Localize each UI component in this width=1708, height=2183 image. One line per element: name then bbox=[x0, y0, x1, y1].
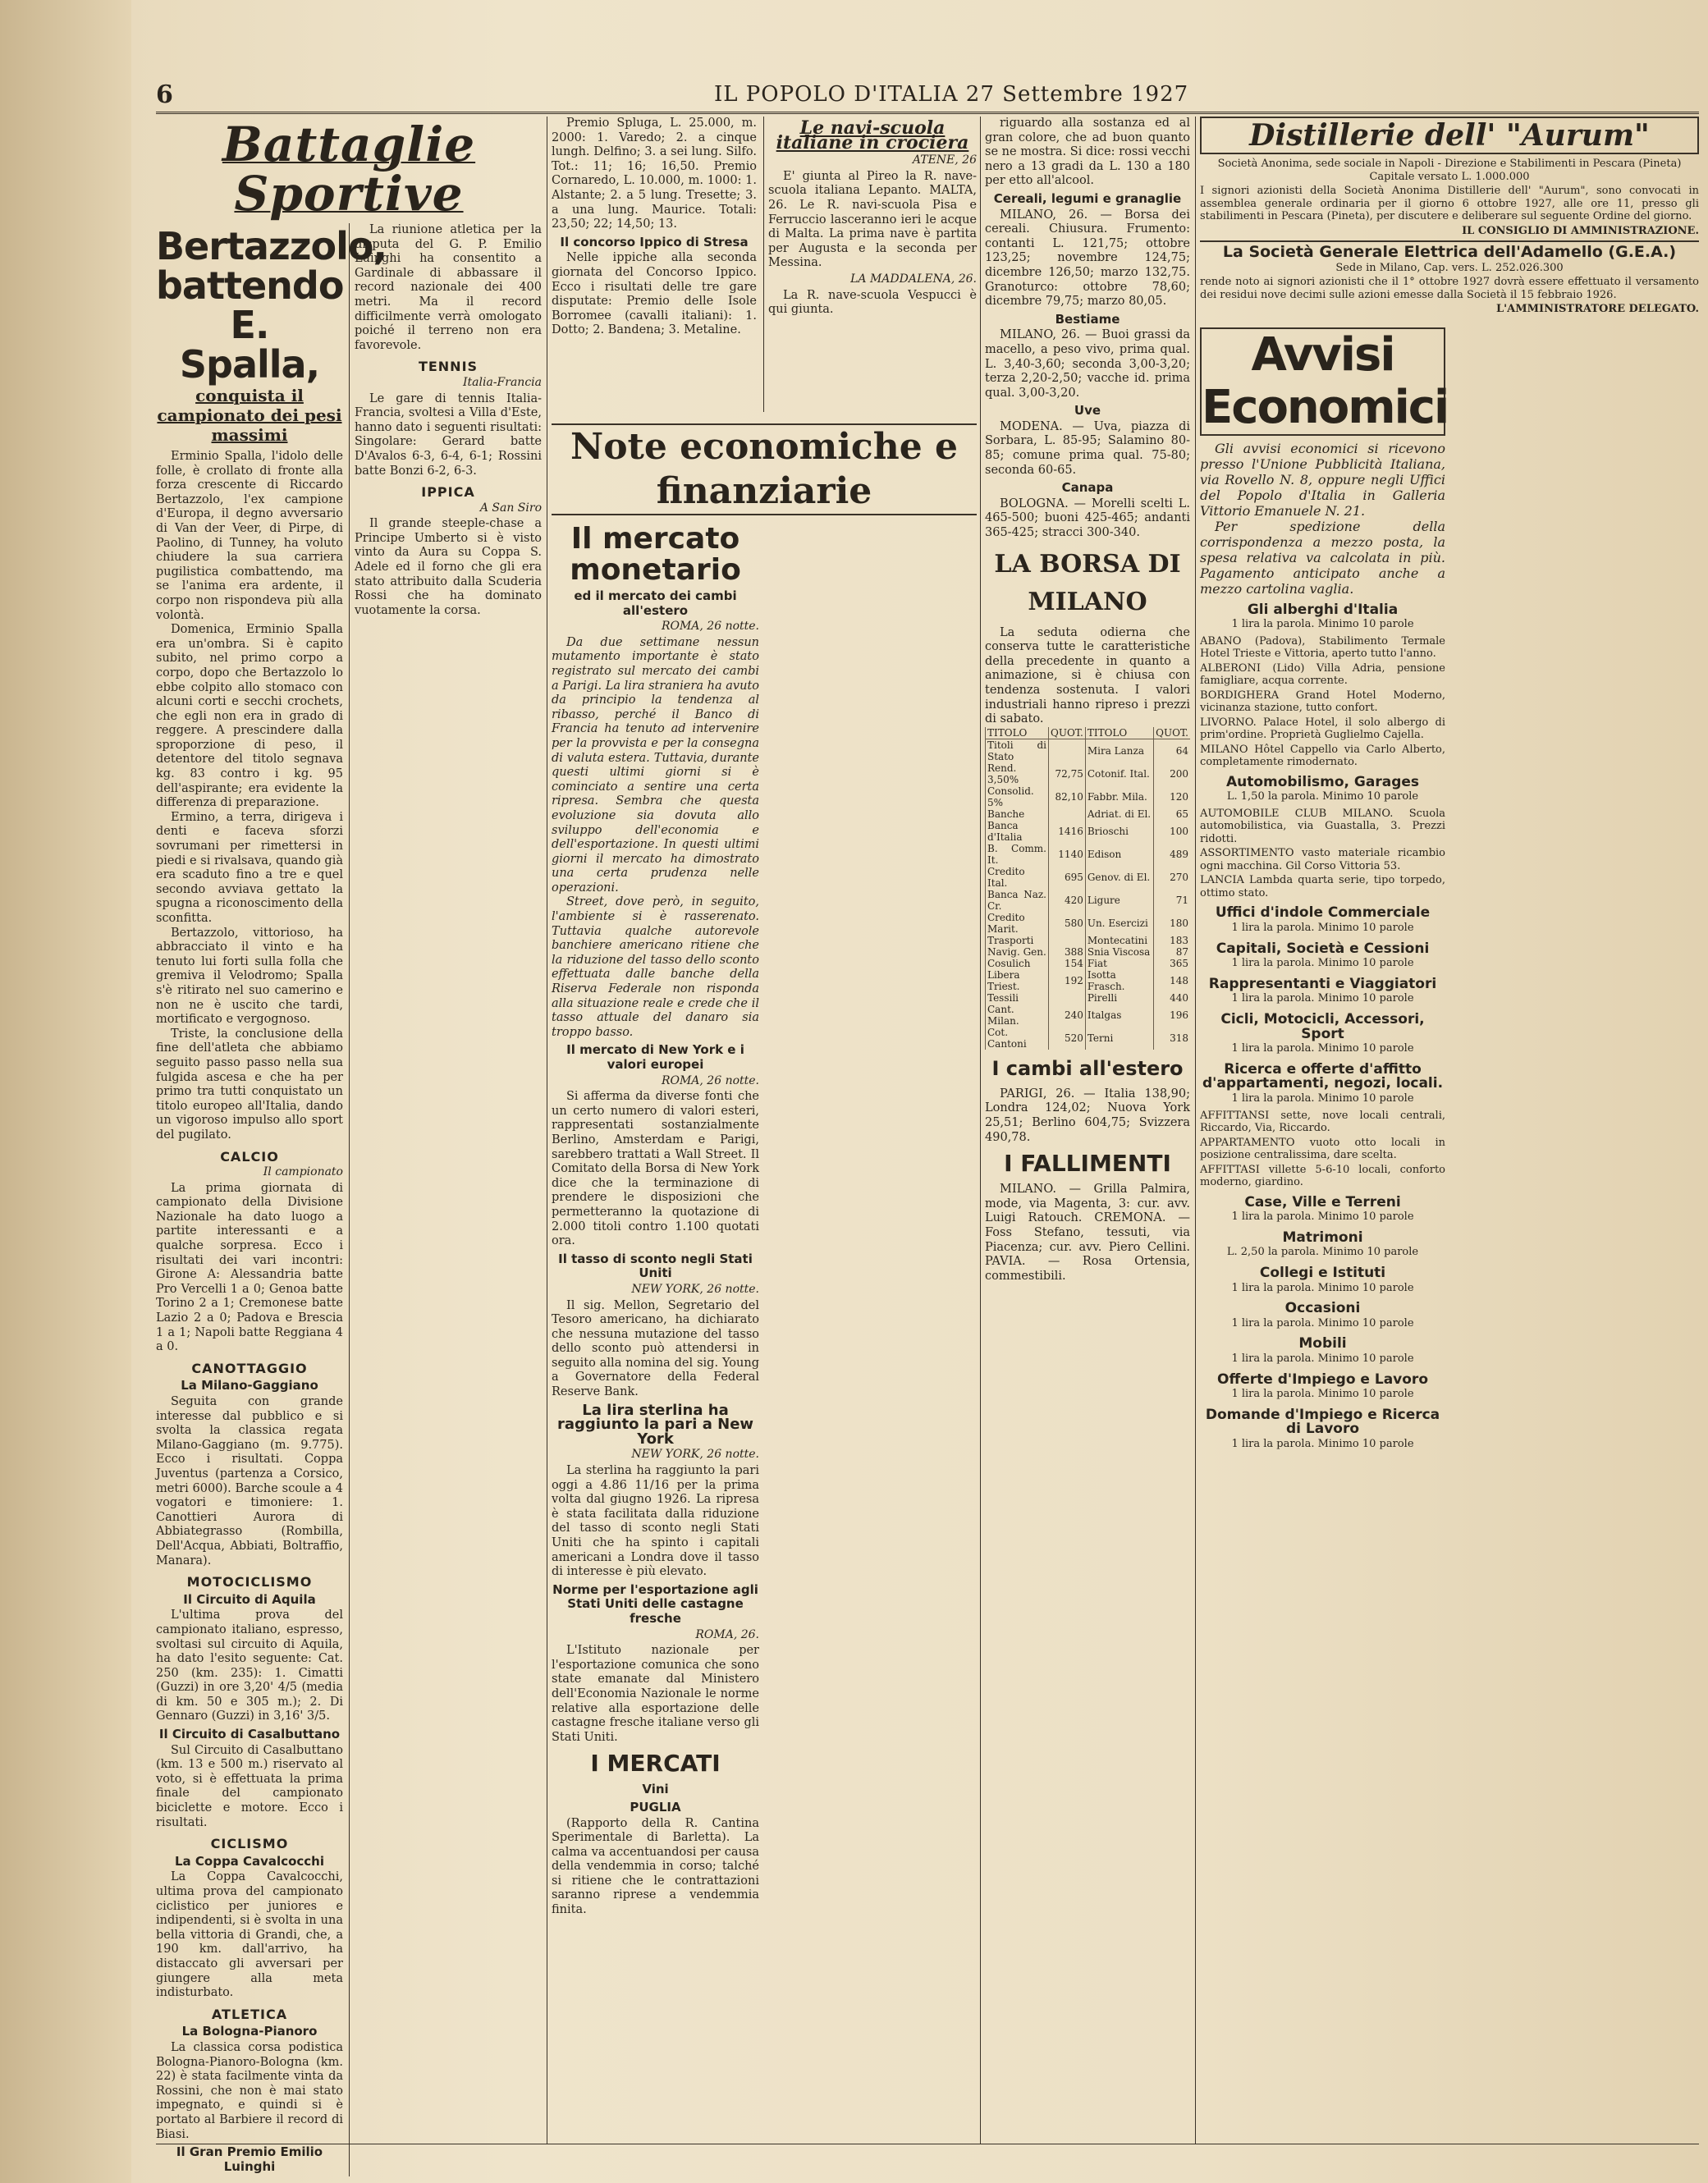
atletica-heading: ATLETICA bbox=[211, 2006, 288, 2022]
stresa-text: Nelle ippiche alla seconda giornata del Concorso Ippico. Ecco i risultati delle tre gare disputate: Premio delle Isole Borromee (cavalli italiani): 1. Dotto; 2. Bandena; 3. Metaline. bbox=[552, 251, 757, 337]
tennis-text: Le gare di tennis Italia-Francia, svoltesi a Villa d'Este, hanno dato i seguenti risultati: Singolare: Gerard batte D'Avalos 6-3, 6-4, 6-1; Rossini batte Bonzi 6-2, 6-3. bbox=[355, 391, 542, 478]
table-row bbox=[986, 935, 1191, 946]
navi-text: E' giunta al Pireo la R. nave-scuola italiana Lepanto. MALTA, 26. Le R. navi-scuola Pisa e Ferruccio lasceranno ieri le acque di Malta. La prima nave è partita per Augusta e la seconda per Messina. bbox=[768, 169, 977, 270]
table-cell: 200 bbox=[1154, 762, 1190, 785]
table-row bbox=[986, 785, 1191, 808]
calcio-heading: CALCIO bbox=[220, 1148, 279, 1165]
fallimenti-headline: I FALLIMENTI bbox=[1004, 1150, 1171, 1178]
markets-text: riguardo alla sostanza ed al gran colore, che ad buon quanto se ne mostra. Si dice: rossi vecchi nero a 13 gradi da L. 130 a 180 per etto all'alcool. bbox=[985, 117, 1190, 188]
classified-ad: LIVORNO. Palace Hotel, il solo albergo di prim'ordine. Proprietà Guglielmo Cajella. bbox=[1200, 716, 1445, 742]
casalbuttano-subheading: Il Circuito di Casalbuttano bbox=[158, 1727, 341, 1742]
sport-columns bbox=[156, 223, 542, 2176]
motociclismo-heading: MOTOCICLISMO bbox=[186, 1574, 313, 1590]
classified-ad: ABANO (Padova), Stabilimento Termale Hotel Trieste e Vittoria, aperto tutto l'anno. bbox=[1200, 634, 1445, 661]
ciclismo-text: La Coppa Cavalcocchi, ultima prova del campionato ciclistico per juniores e indipendenti, si è svolta in una bella vittoria di Grandi, che, a 190 km. dall'arrivo, ha distaccato gli avversari per giungere alla meta indisturbato. bbox=[156, 1870, 343, 2000]
table-cell: Mira Lanza bbox=[1085, 739, 1153, 762]
castagne-dateline: ROMA, 26. bbox=[695, 1627, 759, 1641]
tennis-heading: TENNIS bbox=[418, 359, 479, 375]
cicli-heading: Cicli, Motocicli, Accessori, Sport bbox=[1220, 1011, 1425, 1042]
column-rule bbox=[1195, 117, 1196, 2144]
table-cell: 270 bbox=[1154, 866, 1190, 889]
distillerie-subtitle: Società Anonima, sede sociale in Napoli - Direzione e Stabilimenti in Pescara (Pineta) Capitale versato L. 1.000.000 bbox=[1217, 158, 1682, 183]
table-cell: Titoli di Stato bbox=[986, 739, 1049, 762]
newyork-headline: Il mercato di New York e i valori europei bbox=[566, 1042, 744, 1072]
table-cell: 440 bbox=[1154, 992, 1190, 1004]
newyork-text: Si afferma da diverse fonti che un certo numero di valori esteri, rappresentati sostanzialmente Berlino, Amsterdam e Parigi, sarebbero trattati a Wall Street. Il Comitato della Borsa di New York dice che la terminazione di prendere le disposizioni che permetteranno la quotazione di 2.000 titoli contro 1.100 quotati ora. bbox=[552, 1090, 759, 1248]
table-cell: Pirelli bbox=[1085, 992, 1153, 1004]
mercato-text: Street, dove però, in seguito, l'ambiente si è rasserenato. Tuttavia qualche autorevole banchiere americano ritiene che la riduzione del tasso dello sconto effettuata dalle banche della Riserva Federale non risponda alla situazione reale e crede che il tasso attuale del danaro sia troppo basso. bbox=[552, 895, 759, 1039]
castagne-text: L'Istituto nazionale per l'esportazione comunica che sono state emanate dal Ministero dell'Economia Nazionale le norme relative alla esportazione delle castagne fresche italiane verso gli Stati Uniti. bbox=[552, 1644, 759, 1744]
table-cell: 318 bbox=[1154, 1027, 1190, 1050]
navi-dateline: ATENE, 26 bbox=[912, 153, 977, 167]
table-cell: Terni bbox=[1085, 1027, 1153, 1050]
table-cell: Un. Esercizi bbox=[1085, 912, 1153, 935]
classified-ad: MILANO Hôtel Cappello via Carlo Alberto, completamente rimodernato. bbox=[1200, 743, 1445, 769]
uve-text: MODENA. — Uva, piazza di Sorbara, L. 85-95; Salamino 80-85; comune prima qual. 75-80; seconda 60-65. bbox=[985, 419, 1190, 477]
table-cell: 520 bbox=[1049, 1027, 1086, 1050]
table-cell: 192 bbox=[1049, 969, 1086, 992]
rappresentanti-heading: Rappresentanti e Viaggiatori bbox=[1208, 975, 1437, 992]
table-cell: Ligure bbox=[1085, 889, 1153, 912]
table-row bbox=[986, 912, 1191, 935]
uffici-heading: Uffici d'indole Commerciale bbox=[1215, 904, 1431, 922]
rappresentanti-rate: 1 lira la parola. Minimo 10 parole bbox=[1231, 992, 1414, 1005]
table-cell: 1416 bbox=[1049, 820, 1086, 843]
table-cell: Libera Triest. bbox=[986, 969, 1049, 992]
case-heading: Case, Ville e Terreni bbox=[1244, 1193, 1401, 1210]
auto-rate: L. 1,50 la parola. Minimo 10 parole bbox=[1226, 790, 1419, 803]
table-cell: Banca d'Italia bbox=[986, 820, 1049, 843]
canottaggio-subheading: La Milano-Gaggiano bbox=[181, 1378, 318, 1394]
castagne-headline: Norme per l'esportazione agli Stati Uniti delle castagne fresche bbox=[552, 1581, 758, 1626]
table-cell: Navig. Gen. bbox=[986, 946, 1049, 958]
uffici-rate: 1 lira la parola. Minimo 10 parole bbox=[1231, 922, 1414, 935]
domande-heading: Domande d'Impiego e Ricerca di Lavoro bbox=[1205, 1406, 1440, 1438]
mercati-subhead: Vini bbox=[642, 1782, 669, 1797]
table-row bbox=[986, 820, 1191, 843]
table-cell: 87 bbox=[1154, 946, 1190, 958]
table-cell: 240 bbox=[1049, 1004, 1086, 1027]
stresa-subheading: Il concorso Ippico di Stresa bbox=[560, 234, 749, 249]
table-cell: Isotta Frasch. bbox=[1085, 969, 1153, 992]
classified-ad: BORDIGHERA Grand Hotel Moderno, vicinanza stazione, tutto confort. bbox=[1200, 689, 1445, 715]
ciclismo-subheading: La Coppa Cavalcocchi bbox=[174, 1853, 324, 1869]
table-cell: 365 bbox=[1154, 958, 1190, 969]
mercati-text: (Rapporto della R. Cantina Sperimentale di Barletta). La calma va accentuandosi per causa della vendemmia in corso; talché si ritiene che le contrattazioni saranno riprese a vendemmia finita. bbox=[552, 1816, 759, 1917]
table-cell: 1140 bbox=[1049, 843, 1086, 866]
newyork-dateline: ROMA, 26 notte. bbox=[661, 1073, 759, 1087]
atletica-text: La classica corsa podistica Bologna-Pianoro-Bologna (km. 22) è stata facilmente vinta da Rossini, che non è mai stato impegnato, e quindi si è portato al Barbiere il record di Biasi. bbox=[156, 2040, 343, 2141]
table-cell: 196 bbox=[1154, 1004, 1190, 1027]
table-cell: 100 bbox=[1154, 820, 1190, 843]
table-cell: Tessili bbox=[986, 992, 1049, 1004]
ricerca-heading: Ricerca e offerte d'affitto d'appartamenti, negozi, locali. bbox=[1202, 1060, 1444, 1092]
bestiame-text: MILANO, 26. — Buoi grassi da macello, a peso vivo, prima qual. L. 3,40-3,60; seconda 3,00-3,20; terza 2,20-2,50; vacche id. prima qual. 3,00-3,20. bbox=[985, 328, 1190, 400]
classified-ad: ALBERONI (Lido) Villa Adria, pensione famigliare, acqua corrente. bbox=[1200, 661, 1445, 688]
table-cell: Fiat bbox=[1085, 958, 1153, 969]
tennis-subheading: Italia-Francia bbox=[463, 375, 542, 389]
table-cell: Credito Ital. bbox=[986, 866, 1049, 889]
avvisi-title: Avvisi Economici bbox=[1202, 327, 1449, 434]
classified-ad: AUTOMOBILE CLUB MILANO. Scuola automobilistica, via Guastalla, 3. Prezzi ridotti. bbox=[1200, 807, 1445, 845]
table-row bbox=[986, 866, 1191, 889]
cicli-rate: 1 lira la parola. Minimo 10 parole bbox=[1231, 1042, 1414, 1055]
atletica-subheading: La Bologna-Pianoro bbox=[181, 2024, 318, 2039]
table-cell bbox=[1049, 935, 1086, 946]
table-header-row bbox=[986, 727, 1191, 739]
sport-paragraph: Bertazzolo, vittorioso, ha abbracciato il vinto e ha tenuto lui forti sulla folla che gremiva il Velodromo; Spalla s'è ritirato nel suo camerino e non ne è uscito che tardi, mortificato e vergognoso. bbox=[156, 926, 343, 1027]
table-cell: 120 bbox=[1154, 785, 1190, 808]
sport-paragraph: Triste, la conclusione della fine dell'atleta che abbiamo seguito passo passo nella sua fulgida ascesa e che ha per primo tra tutti conquistato un titolo europeo all'Italia, dando un vigoroso impulso allo sport del pugilato. bbox=[156, 1027, 343, 1142]
ippica-results-column bbox=[552, 117, 757, 412]
table-cell: Fabbr. Mila. bbox=[1085, 785, 1153, 808]
avvisi-intro: Per spedizione della corrispondenza a mezzo posta, la spesa relativa va calcolata in più. Pagamento anticipato anche a mezzo cartolina vaglia. bbox=[1200, 518, 1445, 597]
adamello-title: La Società Generale Elettrica dell'Adamello (G.E.A.) bbox=[1200, 240, 1699, 260]
ippica-subheading: A San Siro bbox=[479, 501, 542, 515]
navi-headline: Le navi-scuola italiane in crociera bbox=[776, 117, 969, 153]
table-cell: Banche bbox=[986, 808, 1049, 820]
sport-paragraph: Ermino, a terra, dirigeva i denti e faceva sforzi sovrumani per rimettersi in piedi e si rivalsava, quando già era scaduto fino a tre e quel secondo avviava gettato la spugna a riconoscimento della sconfitta. bbox=[156, 810, 343, 925]
canapa-text: BOLOGNA. — Morelli scelti L. 465-500; buoni 425-465; andanti 365-425; stracci 300-340. bbox=[985, 497, 1190, 540]
mobili-heading: Mobili bbox=[1298, 1335, 1347, 1352]
table-cell: Trasporti bbox=[986, 935, 1049, 946]
sconto-headline: Il tasso di sconto negli Stati Uniti bbox=[558, 1251, 753, 1281]
markets-column bbox=[985, 117, 1190, 2144]
cereali-heading: Cereali, legumi e granaglie bbox=[993, 190, 1182, 206]
table-cell bbox=[1049, 808, 1086, 820]
avvisi-intro: Gli avvisi economici si ricevono presso l'Unione Pubblicità Italiana, via Rovello N. 8, oppure negli Uffici del Popolo d'Italia in Galleria Vittorio Emanuele N. 21. bbox=[1200, 440, 1445, 519]
table-cell: 580 bbox=[1049, 912, 1086, 935]
table-cell: 71 bbox=[1154, 889, 1190, 912]
distillerie-signature: IL CONSIGLIO DI AMMINISTRAZIONE. bbox=[1462, 224, 1699, 237]
collegi-heading: Collegi e Istituti bbox=[1259, 1264, 1386, 1281]
table-cell: 64 bbox=[1154, 739, 1190, 762]
sterlina-headline: La lira sterlina ha raggiunto la pari a New York bbox=[556, 1401, 754, 1448]
sport-section bbox=[156, 117, 542, 2174]
sport-paragraph: Erminio Spalla, l'idolo delle folle, è crollato di fronte alla forza crescente di Riccardo Bertazzolo, l'ex campione d'Europa, il degno avversario di Van der Veer, di Pirpe, di Paolino, di Tunney, ha voluto chiudere la sua carriera pugilistica combattendo, ma se l'anima era ardente, il corpo non rispondeva più alla volontà. bbox=[156, 450, 343, 622]
matrimoni-rate: L. 2,50 la parola. Minimo 10 parole bbox=[1226, 1246, 1419, 1259]
motociclismo-text: L'ultima prova del campionato italiano, espresso, svoltasi sul circuito di Aquila, ha dato l'esito seguente: Cat. 250 (km. 235): 1. Cimatti (Guzzi) in ore 3,20' 4/5 (media di km. 50 e 305 m.); 2. Di Gennaro (Guzzi) in 3,16' 3/5. bbox=[156, 1609, 343, 1723]
sconto-text: Il sig. Mellon, Segretario del Tesoro americano, ha dichiarato che nessuna mutazione del tasso dello sconto può attendersi in seguito alla nomina del sig. Young a Governatore della Federal Reserve Bank. bbox=[552, 1298, 759, 1399]
distillerie-text: I signori azionisti della Società Anonima Distillerie dell' "Aurum", sono convocati in assemblea generale ordinaria per il giorno 6 ottobre 1927, alle ore 11, presso gli stabilimenti in Pescara (Pineta), per discutere e deliberare sul seguente Ordine del giorno. bbox=[1200, 185, 1699, 222]
table-cell: 65 bbox=[1154, 808, 1190, 820]
cambi-text: PARIGI, 26. — Italia 138,90; Londra 124,02; Nuova York 25,51; Berlino 604,75; Svizzera 490,78. bbox=[985, 1087, 1190, 1144]
table-cell bbox=[1049, 992, 1086, 1004]
navi-text: La R. nave-scuola Vespucci è qui giunta. bbox=[768, 288, 977, 317]
table-cell: Genov. di El. bbox=[1085, 866, 1153, 889]
table-cell: Cot. Cantoni bbox=[986, 1027, 1049, 1050]
table-cell: Brioschi bbox=[1085, 820, 1153, 843]
casalbuttano-text: Sul Circuito di Casalbuttano (km. 13 e 500 m.) riservato al voto, si è effettuata la prima finale del campionato biciclette e motore. Ecco i risultati. bbox=[156, 1743, 343, 1829]
impiego-rate: 1 lira la parola. Minimo 10 parole bbox=[1231, 1388, 1414, 1401]
page-margin bbox=[0, 0, 131, 2183]
table-cell: 420 bbox=[1049, 889, 1086, 912]
ippica-results-text: Premio Spluga, L. 25.000, m. 2000: 1. Varedo; 2. a cinque lungh. Delfino; 3. a sei lung. Silfo. Tot.: 11; 16; 16,50. Premio Cornaredo, L. 10.000, m. 1000: 1. Alstante; 2. a 5 lung. Tresette; 3. a una lung. Maurice. Totali: 23,50; 22; 14,50; 13. bbox=[552, 117, 757, 231]
table-header: QUOT. bbox=[1049, 727, 1086, 739]
table-row bbox=[986, 958, 1191, 969]
ippica-heading: IPPICA bbox=[421, 484, 475, 501]
sterlina-dateline: NEW YORK, 26 notte. bbox=[631, 1448, 759, 1462]
canottaggio-text: Seguita con grande interesse dal pubblico e si svolta la classica regata Milano-Gaggiano (m. 9.775). Ecco i risultati. Coppa Juventus (partenza a Corsico, metri 6000). Barche scoule a 4 vogatori e timoniere: 1. Canottieri Aurora di Abbiategrasso (Rombilla, Dell'Acqua, Abbiati, Boltraffio, Manara). bbox=[156, 1395, 343, 1567]
column-rule bbox=[763, 117, 764, 412]
classifieds-columns bbox=[1200, 323, 1699, 2062]
table-row bbox=[986, 739, 1191, 762]
quotations-body bbox=[986, 739, 1191, 1050]
mobili-rate: 1 lira la parola. Minimo 10 parole bbox=[1231, 1352, 1414, 1365]
table-cell: 695 bbox=[1049, 866, 1086, 889]
adamello-text: rende noto ai signori azionisti che il 1° ottobre 1927 dovrà essere effettuato il versamento dei residui nove decimi sulle azioni emesse dalla Società il 15 febbraio 1926. bbox=[1200, 276, 1699, 301]
table-row bbox=[986, 843, 1191, 866]
sconto-dateline: NEW YORK, 26 notte. bbox=[631, 1282, 759, 1296]
table-cell: Edison bbox=[1085, 843, 1153, 866]
occasioni-rate: 1 lira la parola. Minimo 10 parole bbox=[1231, 1316, 1414, 1329]
quotations-table bbox=[985, 727, 1190, 1050]
collegi-rate: 1 lira la parola. Minimo 10 parole bbox=[1231, 1281, 1414, 1294]
economic-notes-section bbox=[552, 419, 977, 2142]
table-row bbox=[986, 1004, 1191, 1027]
sport-subhead: conquista il campionato dei pesi massimi bbox=[157, 386, 342, 445]
masthead-bar bbox=[156, 79, 1699, 114]
table-header: QUOT. bbox=[1154, 727, 1190, 739]
mercato-subhead: ed il mercato dei cambi all'estero bbox=[574, 588, 737, 618]
sport-paragraph: Domenica, Erminio Spalla era un'ombra. Si è capito subito, nel primo corpo a corpo, dopo che Bertazzolo lo ebbe colpito allo stomaco con alcuni corti e secchi crochets, che egli non era in grado di reggere. A prescindere dalla sproporzione di peso, il detentore del titolo segnava kg. 83 contro i kg. 95 dell'aspirante; era evidente la differenza di preparazione. bbox=[156, 623, 343, 810]
mercati-region: PUGLIA bbox=[630, 1799, 681, 1815]
table-cell: 489 bbox=[1154, 843, 1190, 866]
adamello-subtitle: Sede in Milano, Cap. vers. L. 252.026.300 bbox=[1335, 261, 1564, 274]
table-cell: Adriat. di El. bbox=[1085, 808, 1153, 820]
advertisements-section bbox=[1200, 117, 1699, 2144]
mercato-headline: Il mercato monetario bbox=[570, 522, 741, 587]
luinghi-text: La riunione atletica per la disputa del G. P. Emilio Luinghi ha consentito a Gardinale di abbassare il record nazionale dei 400 metri. Ma il record difficilmente verrà omologato poiché il terreno non era favorevole. bbox=[355, 223, 542, 352]
table-row bbox=[986, 762, 1191, 785]
classified-ad: LANCIA Lambda quarta serie, tipo torpedo, ottimo stato. bbox=[1200, 874, 1445, 899]
masthead-title: IL POPOLO D'ITALIA 27 Settembre 1927 bbox=[714, 82, 1189, 107]
uve-heading: Uve bbox=[1074, 403, 1101, 419]
ippica-text: Il grande steeple-chase a Principe Umberto si è visto vinto da Aura su Coppa S. Adele ed il forno che gli era stato attribuito dalla Scuderia Rossi che ha dominato vuotamente la corsa. bbox=[355, 517, 542, 617]
table-row bbox=[986, 946, 1191, 958]
table-cell: 148 bbox=[1154, 969, 1190, 992]
classified-ad: AFFITTASI villette 5-6-10 locali, conforto moderno, giardino. bbox=[1200, 1163, 1445, 1189]
alberghi-heading: Gli alberghi d'Italia bbox=[1247, 601, 1399, 618]
auto-heading: Automobilismo, Garages bbox=[1225, 773, 1420, 790]
classified-ad: ASSORTIMENTO vasto materiale ricambio ogni macchina. Gil Corso Vittoria 53. bbox=[1200, 847, 1445, 872]
sport-headline: Bertazzolo, battendo E. Spalla, bbox=[156, 224, 387, 387]
table-cell: Banca Naz. Cr. bbox=[986, 889, 1049, 912]
table-cell: Cosulich bbox=[986, 958, 1049, 969]
canapa-heading: Canapa bbox=[1061, 480, 1114, 496]
table-cell: 183 bbox=[1154, 935, 1190, 946]
domande-rate: 1 lira la parola. Minimo 10 parole bbox=[1231, 1437, 1414, 1450]
table-cell bbox=[1049, 739, 1086, 762]
motociclismo-subheading: Il Circuito di Aquila bbox=[183, 1591, 316, 1607]
table-cell: 180 bbox=[1154, 912, 1190, 935]
classified-ad: APPARTAMENTO vuoto otto locali in posizione centralissima, dare scelta. bbox=[1200, 1136, 1445, 1162]
luinghi-subheading: Il Gran Premio Emilio Luinghi bbox=[176, 2144, 323, 2174]
occasioni-heading: Occasioni bbox=[1284, 1300, 1361, 1317]
table-cell: Cant. Milan. bbox=[986, 1004, 1049, 1027]
table-header: TITOLO bbox=[1085, 727, 1153, 739]
navi-dateline: LA MADDALENA, 26. bbox=[850, 272, 977, 286]
table-header: TITOLO bbox=[986, 727, 1049, 739]
table-cell: 72,75 bbox=[1049, 762, 1086, 785]
matrimoni-heading: Matrimoni bbox=[1282, 1229, 1363, 1246]
mercato-dateline: ROMA, 26 notte. bbox=[661, 620, 759, 634]
canottaggio-heading: CANOTTAGGIO bbox=[191, 1360, 308, 1376]
table-cell: 388 bbox=[1049, 946, 1086, 958]
cambi-headline: I cambi all'estero bbox=[991, 1056, 1184, 1080]
mercati-headline: I MERCATI bbox=[590, 1750, 721, 1778]
sterlina-text: La sterlina ha raggiunto la pari oggi a 4.86 11/16 per la prima volta dal giugno 1926. La ripresa è stata facilitata dalla riduzione del tasso di sconto negli Stati Uniti che ha spinto i capitali americani a Londra dove il tasso di interesse è più elevato. bbox=[552, 1464, 759, 1579]
table-cell: Consolid. 5% bbox=[986, 785, 1049, 808]
table-row bbox=[986, 969, 1191, 992]
capitali-heading: Capitali, Società e Cessioni bbox=[1216, 940, 1430, 957]
distillerie-title: Distillerie dell' "Aurum" bbox=[1200, 117, 1699, 154]
case-rate: 1 lira la parola. Minimo 10 parole bbox=[1231, 1210, 1414, 1224]
borsa-headline: LA BORSA DI MILANO bbox=[994, 549, 1181, 616]
borsa-text: La seduta odierna che conserva tutte le caratteristiche della precedente in quanto a animazione, si è chiusa con tendenza sostenuta. I valori industriali hanno ripreso i prezzi di sabato. bbox=[985, 625, 1190, 726]
classified-ad: AFFITTANSI sette, nove locali centrali, Riccardo, Via, Riccardo. bbox=[1200, 1109, 1445, 1135]
calcio-text: La prima giornata di campionato della Divisione Nazionale ha dato luogo a partite interessanti e a qualche sorpresa. Ecco i risultati dei vari incontri: Girone A: Alessandria batte Pro Vercelli 1 a 0; Genoa batte Torino 2 a 1; Cremonese batte Lazio 2 a 0; Padova e Brescia 1 a 1; Napoli batte Reggiana 4 a 0. bbox=[156, 1181, 343, 1354]
table-row bbox=[986, 992, 1191, 1004]
navi-column bbox=[768, 117, 977, 412]
ricerca-rate: 1 lira la parola. Minimo 10 parole bbox=[1231, 1092, 1414, 1105]
ciclismo-heading: CICLISMO bbox=[210, 1836, 289, 1852]
calcio-subheading: Il campionato bbox=[263, 1165, 343, 1179]
table-cell: B. Comm. It. bbox=[986, 843, 1049, 866]
table-row bbox=[986, 808, 1191, 820]
table-cell: Cotonif. Ital. bbox=[1085, 762, 1153, 785]
table-cell: Snia Viscosa bbox=[1085, 946, 1153, 958]
table-cell: Italgas bbox=[1085, 1004, 1153, 1027]
impiego-heading: Offerte d'Impiego e Lavoro bbox=[1217, 1371, 1428, 1388]
economic-notes-columns bbox=[552, 520, 977, 2178]
economic-notes-title: Note economiche e finanziarie bbox=[552, 423, 977, 515]
table-cell: Montecatini bbox=[1085, 935, 1153, 946]
adamello-signature: L'AMMINISTRATORE DELEGATO. bbox=[1496, 303, 1699, 316]
table-cell: Rend. 3,50% bbox=[986, 762, 1049, 785]
fallimenti-text: MILANO. — Grilla Palmira, mode, via Magenta, 3: cur. avv. Luigi Ratouch. CREMONA. — Foss Stefano, tessuti, via Piacenza; cur. avv. Piero Cellini. PAVIA. — Rosa Ortensia, commestibili. bbox=[985, 1183, 1190, 1283]
capitali-rate: 1 lira la parola. Minimo 10 parole bbox=[1231, 957, 1414, 970]
table-row bbox=[986, 1027, 1191, 1050]
cereali-text: MILANO, 26. — Borsa dei cereali. Chiusura. Frumento: contanti L. 121,75; ottobre 123,25; novembre 124,75; dicembre 126,50; marzo 132,75. Granoturco: ottobre 78,60; dicembre 79,75; marzo 80,05. bbox=[985, 208, 1190, 309]
page-number: 6 bbox=[156, 80, 173, 109]
mercato-text: Da due settimane nessun mutamento importante è stato registrato sul mercato dei cambi a Parigi. La lira straniera ha avuto da principio la tendenza al ribasso, perché il Banco di Francia ha tenuto ad intervenire per la provvista e per la consegna di valuta estera. Tuttavia, durante questi ultimi giorni si è cominciato a sentire una certa ripresa. Sembra che questa evoluzione sia dovuta allo sviluppo dell'economia e dell'esportazione. In questi ultimi giorni il mercato ha dimostrato una certa prudenza nelle operazioni. bbox=[552, 635, 759, 895]
bestiame-heading: Bestiame bbox=[1055, 311, 1120, 327]
sport-banner: Battaglie Sportive bbox=[222, 117, 476, 222]
column-rule bbox=[980, 117, 981, 2144]
table-cell: 82,10 bbox=[1049, 785, 1086, 808]
table-cell: Credito Marit. bbox=[986, 912, 1049, 935]
alberghi-rate: 1 lira la parola. Minimo 10 parole bbox=[1231, 618, 1414, 631]
table-row bbox=[986, 889, 1191, 912]
table-cell: 154 bbox=[1049, 958, 1086, 969]
